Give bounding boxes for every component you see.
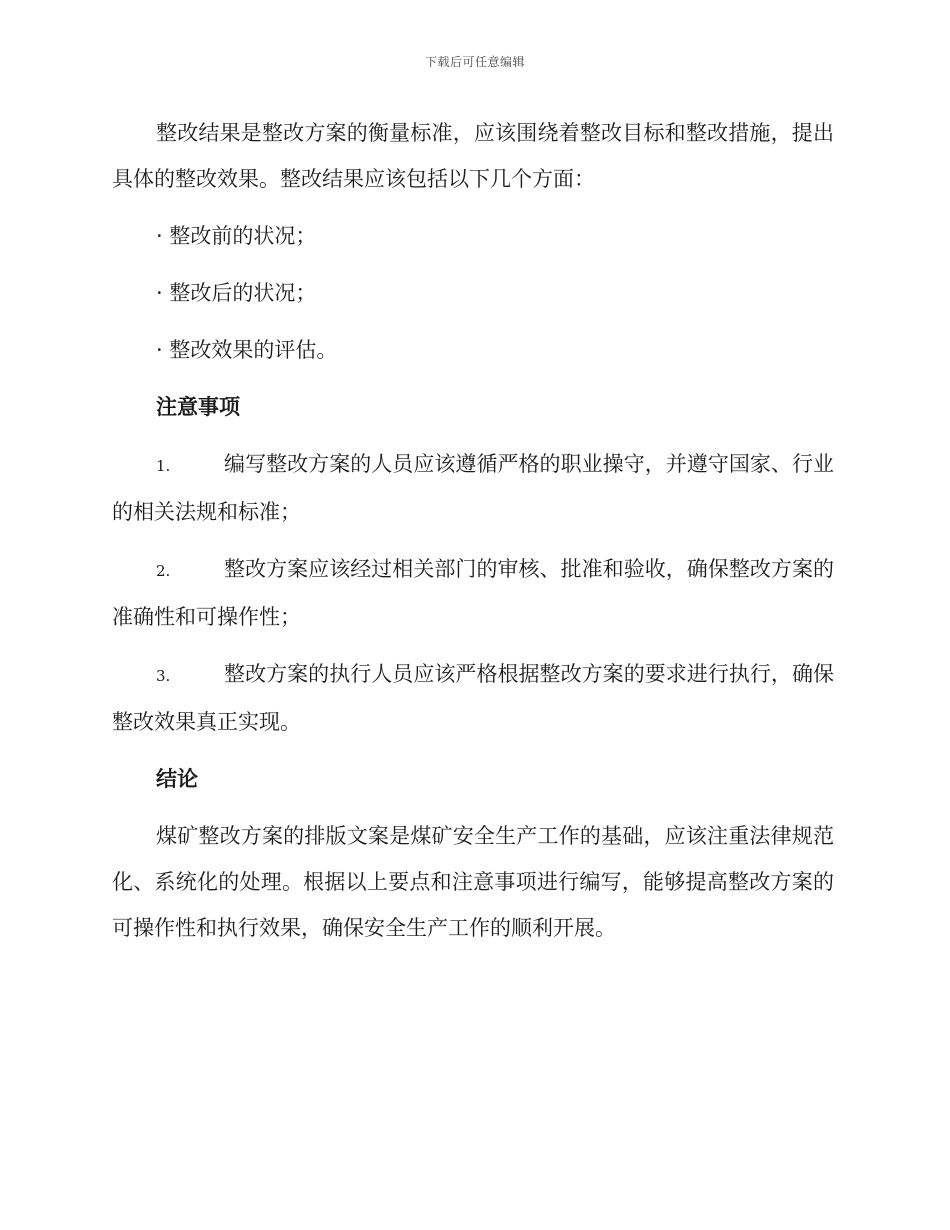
intro-paragraph: 整改结果是整改方案的衡量标准，应该围绕着整改目标和整改措施，提出具体的整改效果。整改结果应该包括以下几个方面： <box>112 121 834 191</box>
notes-heading: 注意事项 <box>156 394 240 419</box>
item-text: 编写整改方案的人员应该遵循严格的职业操守，并遵守国家、行业的相关法规和标准； <box>112 452 834 524</box>
bullet-item: · 整改效果的评估。 <box>156 338 338 362</box>
item-number: 3. <box>156 667 171 685</box>
numbered-item <box>112 651 834 745</box>
item-text: 整改方案应该经过相关部门的审核、批准和验收，确保整改方案的准确性和可操作性； <box>112 557 834 629</box>
conclusion-heading: 结论 <box>156 766 198 791</box>
numbered-item <box>112 441 834 535</box>
bullet-item: · 整改前的状况； <box>156 224 317 248</box>
item-text: 整改方案的执行人员应该严格根据整改方案的要求进行执行，确保整改效果真正实现。 <box>112 662 834 734</box>
item-number: 2. <box>156 562 171 580</box>
bullet-item: · 整改后的状况； <box>156 281 317 305</box>
document-body <box>112 110 834 962</box>
numbered-item <box>112 546 834 640</box>
page-header-note: 下载后可任意编辑 <box>424 55 525 69</box>
item-number: 1. <box>156 457 171 475</box>
conclusion-paragraph: 煤矿整改方案的排版文案是煤矿安全生产工作的基础，应该注重法律规范化、系统化的处理。根据以上要点和注意事项进行编写，能够提高整改方案的可操作性和执行效果，确保安全生产工作的顺利开展。 <box>112 824 834 940</box>
